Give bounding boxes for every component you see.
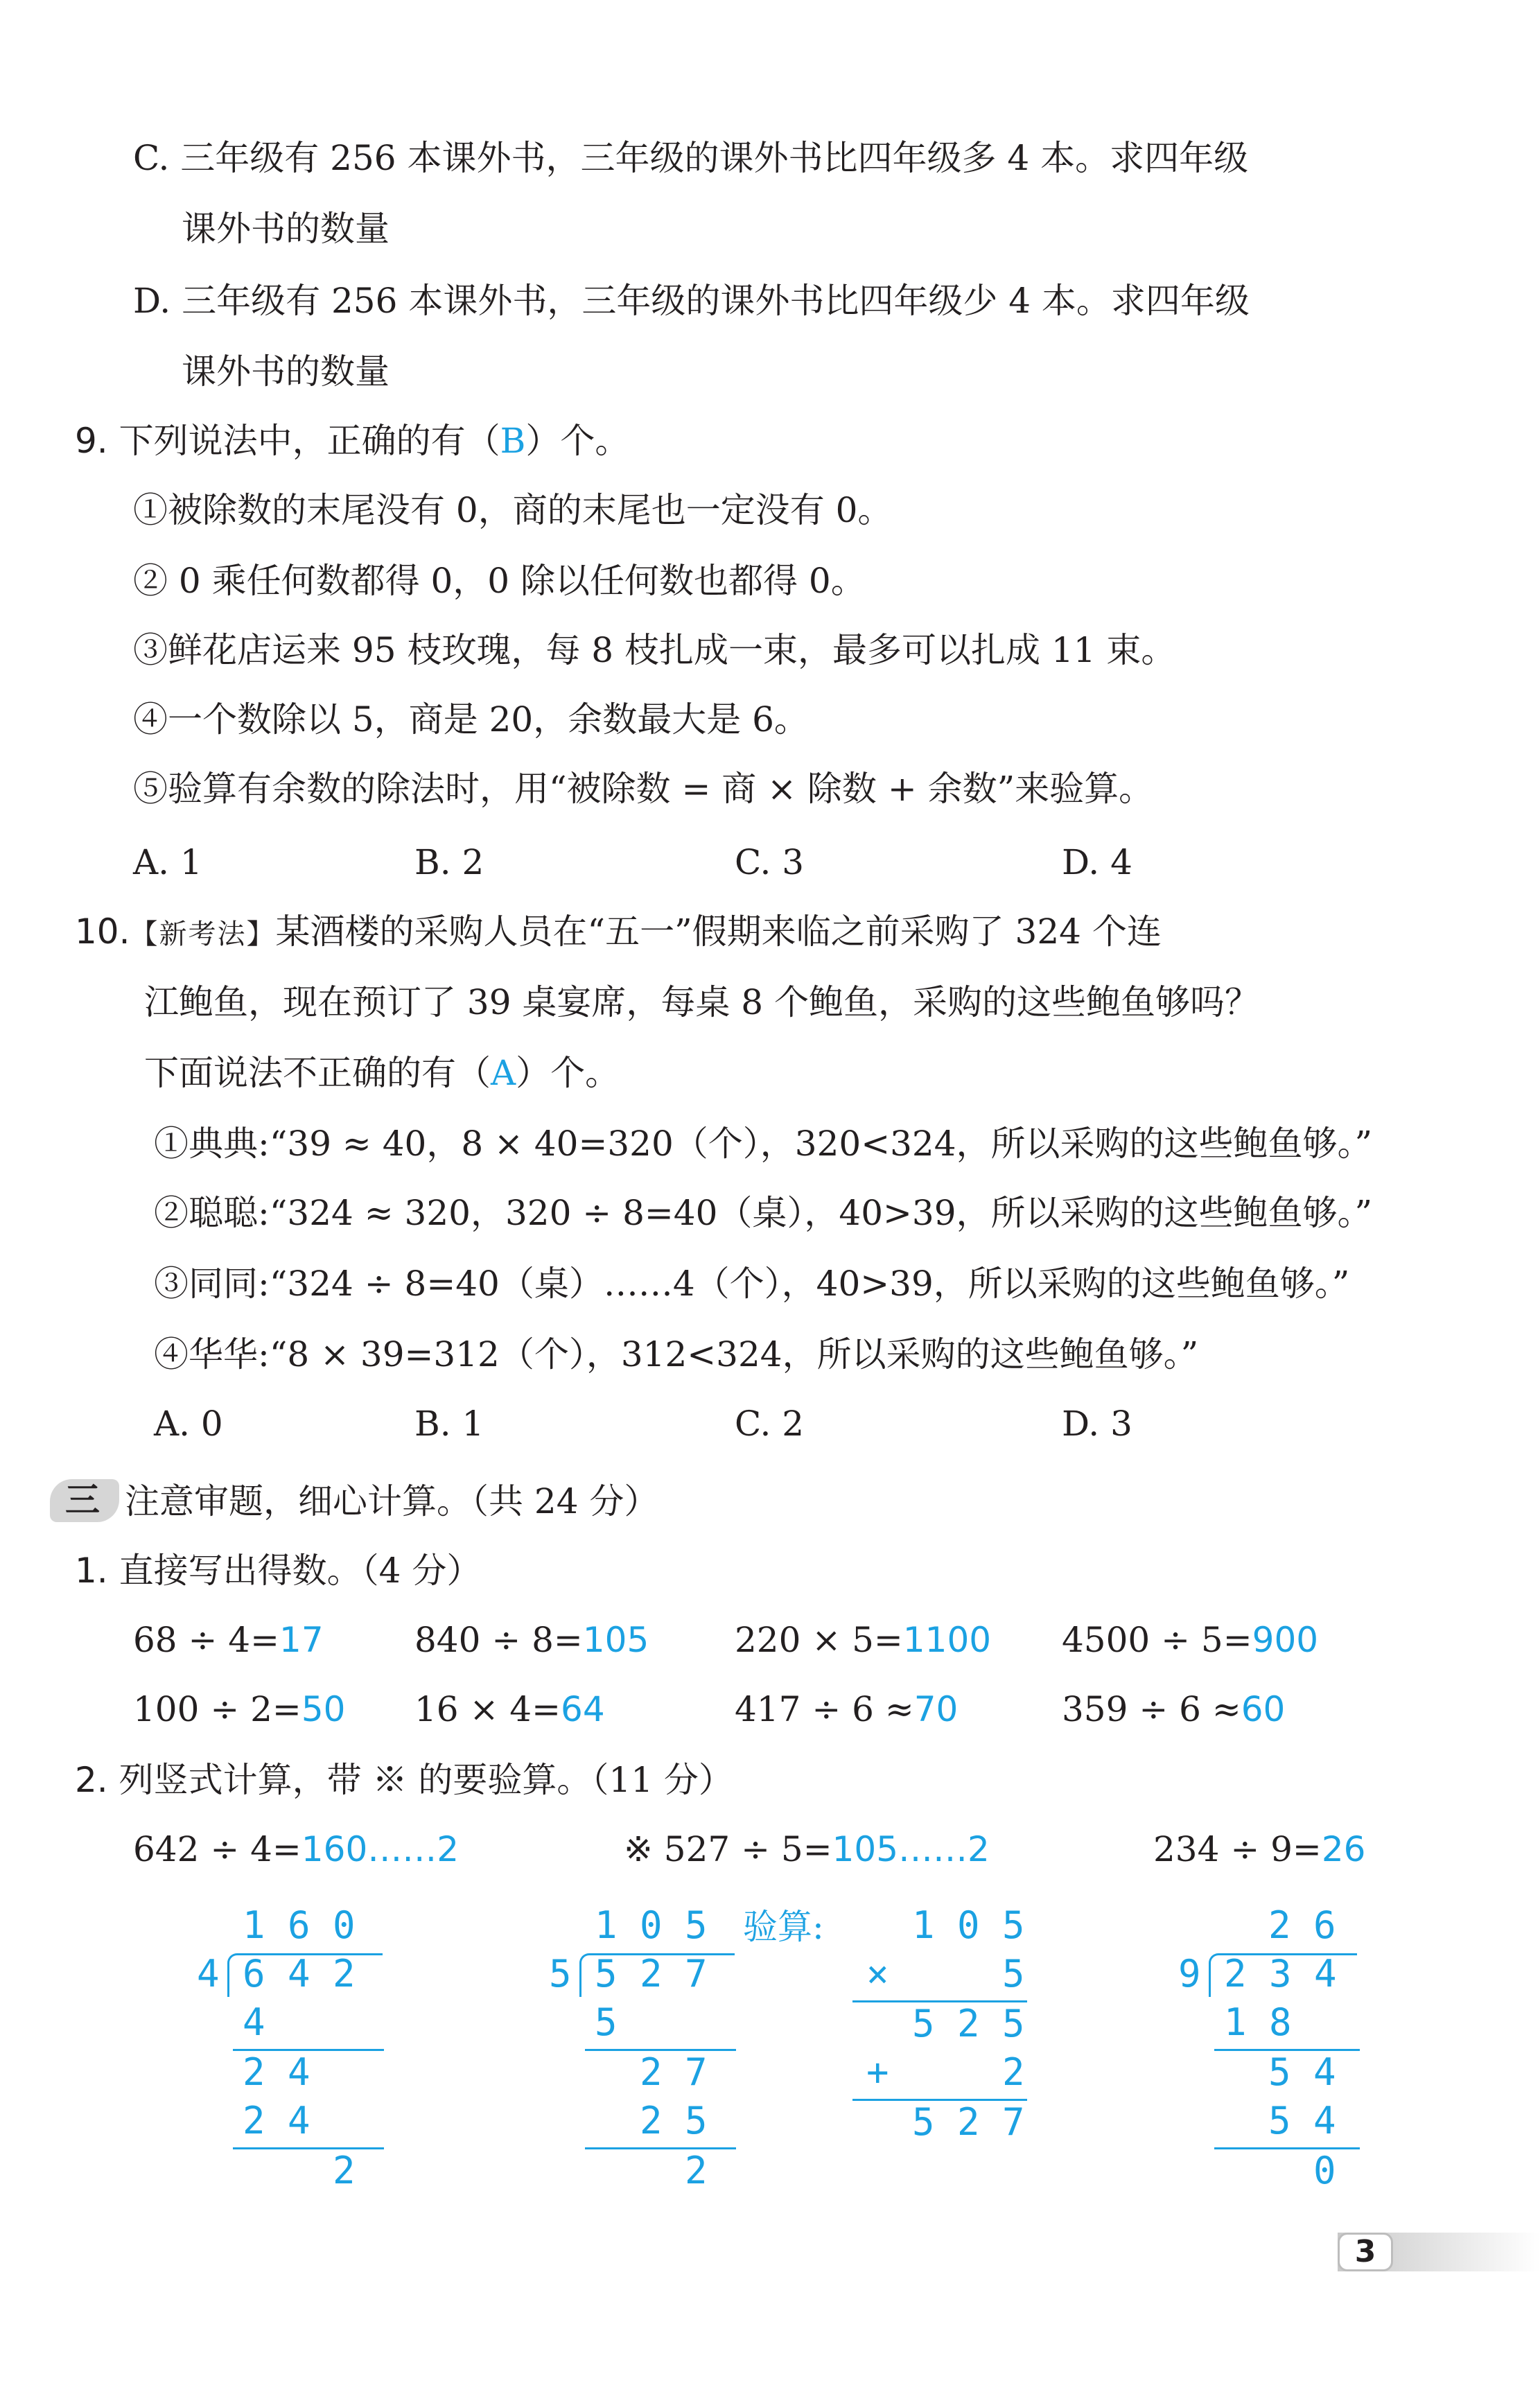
calc2-ans: 26 <box>1321 1829 1366 1869</box>
calc1-ans: 70 <box>913 1689 959 1729</box>
q10-line2: 江鲍鱼，现在预订了 39 桌宴席，每桌 8 个鲍鱼，采购的这些鲍鱼够吗？ <box>144 982 1260 1022</box>
ld3-step-3: 5 4 <box>1268 2099 1336 2142</box>
calc1-expr: 417 ÷ 6 ≈ <box>735 1689 914 1729</box>
calc1-expr: 16 × 4= <box>414 1689 561 1729</box>
calc1-item <box>735 1688 958 1730</box>
q9-statement-2: ② 0 乘任何数都得 0，0 除以任何数也都得 0。 <box>133 561 866 601</box>
verify-op-times: × <box>866 1952 889 1996</box>
calc1-row-2 <box>0 1688 1540 1730</box>
q9-option-a: A. 1 <box>133 842 202 882</box>
calc2-ans: 160……2 <box>301 1829 460 1869</box>
calc1-ans: 60 <box>1241 1689 1286 1729</box>
calc1-expr: 68 ÷ 4= <box>133 1620 280 1660</box>
ld1-bracket <box>227 1953 240 1997</box>
q10-line1-text: 某酒楼的采购人员在“五一”假期来临之前采购了 324 个连 <box>275 911 1162 952</box>
calc1-item <box>1062 1688 1285 1730</box>
q8-option-d-line1: D. 三年级有 256 本课外书，三年级的课外书比四年级少 4 本。求四年级 <box>133 281 1250 321</box>
q10-line3 <box>144 1052 620 1094</box>
ld2-divisor: 5 <box>549 1952 572 1996</box>
q9-statement-1: ①被除数的末尾没有 0，商的末尾也一定没有 0。 <box>133 490 893 530</box>
q9-statement-4: ④一个数除以 5，商是 20，余数最大是 6。 <box>133 699 809 740</box>
q9-number: 9. <box>75 421 108 461</box>
calc1-item <box>414 1619 649 1661</box>
ld1-step-2: 2 4 <box>243 2050 310 2094</box>
q10-option-a: A. 0 <box>154 1404 223 1444</box>
ld1-quotient: 1 6 0 <box>243 1903 356 1947</box>
calc2-title <box>75 1759 733 1801</box>
ld2-bracket <box>579 1953 593 1997</box>
calc2-number: 2. <box>75 1760 108 1800</box>
calc1-item <box>414 1688 605 1730</box>
calc1-number: 1. <box>75 1551 108 1591</box>
calc1-ans: 17 <box>279 1620 324 1660</box>
calc2-expr: 642 ÷ 4= <box>133 1829 301 1869</box>
q9-answer: B <box>500 421 526 461</box>
verify-c: 5 2 5 <box>912 2002 1025 2045</box>
ld3-remainder: 0 <box>1313 2149 1336 2192</box>
ld3-line-2 <box>1214 2147 1360 2149</box>
ld1-divisor: 4 <box>197 1952 220 1996</box>
calc2-expr: 234 ÷ 9= <box>1153 1829 1322 1869</box>
calc1-item <box>133 1619 324 1661</box>
q10-line3-post: ）个。 <box>516 1053 620 1093</box>
ld2-remainder: 2 <box>685 2149 708 2192</box>
calc1-ans: 64 <box>561 1689 605 1729</box>
ld2-line-2 <box>585 2147 736 2149</box>
calc1-ans: 50 <box>301 1689 346 1729</box>
calc2-expr: ※ 527 ÷ 5= <box>624 1829 832 1869</box>
section-score: （共 24 分） <box>471 1481 659 1521</box>
ld2-step-1: 5 <box>595 2000 618 2044</box>
calc2-problem-2 <box>624 1828 990 1870</box>
ld3-bracket <box>1209 1953 1222 1997</box>
ld1-remainder: 2 <box>333 2149 356 2192</box>
ld1-dividend: 6 4 2 <box>243 1952 356 1996</box>
verify-b: 5 <box>1002 1952 1025 1996</box>
q10-statement-3: ③同同:“324 ÷ 8=40（桌）……4（个），40>39，所以采购的这些鲍鱼够。” <box>154 1264 1350 1304</box>
calc1-expr: 220 × 5= <box>735 1620 903 1660</box>
q10-tag: 【新考法】 <box>130 918 276 950</box>
calc1-row-1 <box>0 1619 1540 1661</box>
check-label: 验算: <box>743 1907 824 1947</box>
calc1-title <box>75 1550 481 1591</box>
calc1-item <box>1062 1619 1318 1661</box>
section-title-text: 注意审题，细心计算。 <box>125 1481 471 1521</box>
q10-line3-pre: 下面说法不正确的有（ <box>144 1053 491 1093</box>
calc1-expr: 100 ÷ 2= <box>133 1689 301 1729</box>
verify-e: 5 2 7 <box>912 2100 1025 2144</box>
ld1-step-3: 2 4 <box>243 2099 310 2142</box>
q10-answer: A <box>491 1053 516 1093</box>
calc1-item <box>133 1688 345 1730</box>
ld3-quotient: 2 6 <box>1268 1903 1336 1947</box>
verify-op-plus: + <box>866 2050 889 2094</box>
q9-option-d: D. 4 <box>1062 842 1132 882</box>
calc1-expr: 359 ÷ 6 ≈ <box>1062 1689 1241 1729</box>
ld3-divisor: 9 <box>1178 1952 1201 1996</box>
ld3-step-2: 5 4 <box>1268 2050 1336 2094</box>
calc1-expr: 840 ÷ 8= <box>414 1620 583 1660</box>
q10-statement-2: ②聪聪:“324 ≈ 320，320 ÷ 8=40（桌），40>39，所以采购的这些鲍鱼够。” <box>154 1193 1373 1233</box>
q8-option-c-line1: C. 三年级有 256 本课外书，三年级的课外书比四年级多 4 本。求四年级 <box>133 138 1249 178</box>
q9-option-c: C. 3 <box>735 842 805 882</box>
ld2-step-3: 2 5 <box>640 2099 708 2142</box>
calc2-ans: 105……2 <box>832 1829 990 1869</box>
q8-option-d-line2: 课外书的数量 <box>182 351 390 392</box>
calc1-ans: 1100 <box>902 1620 992 1660</box>
ld2-dividend: 5 2 7 <box>595 1952 708 1996</box>
calc1-ans: 105 <box>582 1620 649 1660</box>
q9-stem <box>75 420 629 462</box>
calc2-problem-3 <box>1153 1828 1365 1870</box>
q9-statement-5: ⑤验算有余数的除法时，用“被除数 = 商 × 除数 + 余数”来验算。 <box>133 769 1154 809</box>
ld3-dividend: 2 3 4 <box>1224 1952 1337 1996</box>
calc1-expr: 4500 ÷ 5= <box>1062 1620 1252 1660</box>
q10-line1 <box>75 911 1162 955</box>
verify-d: 2 <box>1002 2050 1025 2094</box>
ld1-step-1: 4 <box>243 2000 265 2044</box>
q9-statement-3: ③鲜花店运来 95 枝玫瑰，每 8 枝扎成一束，最多可以扎成 11 束。 <box>133 630 1176 670</box>
q9-option-b: B. 2 <box>414 842 484 882</box>
section-title <box>125 1481 658 1522</box>
section-badge-label: 三 <box>65 1480 100 1520</box>
ld2-step-2: 2 7 <box>640 2050 708 2094</box>
ld3-step-1: 1 8 <box>1224 2000 1292 2044</box>
calc2-title-text: 列竖式计算，带 ※ 的要验算。（11 分） <box>119 1760 733 1800</box>
q9-stem-pre: 下列说法中，正确的有（ <box>119 421 500 461</box>
q10-number: 10. <box>75 911 130 952</box>
q8-option-c-line2: 课外书的数量 <box>182 209 390 249</box>
q10-option-b: B. 1 <box>414 1404 484 1444</box>
calc2-problem-1 <box>133 1828 459 1870</box>
calc2-problems <box>0 1828 1540 1870</box>
ld1-line-2 <box>233 2147 384 2149</box>
q10-option-d: D. 3 <box>1062 1404 1132 1444</box>
calc1-item <box>735 1619 991 1661</box>
verify-a: 1 0 5 <box>912 1903 1025 1947</box>
q10-options <box>0 1403 1540 1444</box>
q10-statement-1: ①典典:“39 ≈ 40，8 × 40=320（个），320<324，所以采购的这些鲍鱼够。” <box>154 1124 1373 1164</box>
q9-stem-post: ）个。 <box>525 421 630 461</box>
calc1-title-text: 直接写出得数。（4 分） <box>119 1551 482 1591</box>
q10-option-c: C. 2 <box>735 1404 805 1444</box>
section-badge <box>50 1479 119 1522</box>
ld2-quotient: 1 0 5 <box>595 1903 708 1947</box>
q9-options <box>0 841 1540 883</box>
page-number: 3 <box>1354 2234 1376 2269</box>
q10-statement-4: ④华华:“8 × 39=312（个），312<324，所以采购的这些鲍鱼够。” <box>154 1334 1199 1374</box>
calc1-ans: 900 <box>1252 1620 1319 1660</box>
